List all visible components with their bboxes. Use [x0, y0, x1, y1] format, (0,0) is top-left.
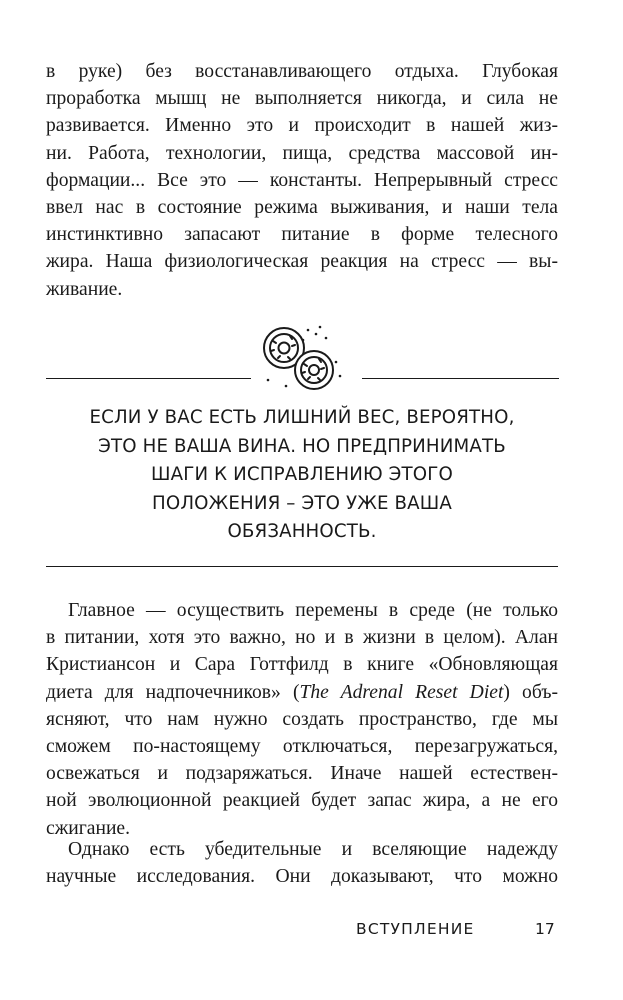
text-line: ни. Работа, технологии, пища, средства массовой ин- [46, 142, 558, 164]
text-line: Кристиансон и Сара Готтфилд в книге «Обновляющая [46, 654, 558, 676]
text-line: в руке) без восстанавливающего отдыха. Глубокая [46, 61, 558, 82]
text-line: ной эволюционной реакцией будет запас жира, а не его [46, 790, 558, 812]
book-title-italic: The Adrenal Reset Diet [299, 681, 504, 703]
text-line: ввел нас в состояние режима выживания, и наши тела [46, 196, 558, 218]
text-line: освежаться и подзаряжаться. Иначе нашей естествен- [46, 763, 558, 785]
paragraph-last [46, 836, 558, 890]
divider-right [362, 378, 559, 379]
text-line: жира. Наша физиологическая реакция на стресс — вы- [46, 251, 558, 273]
text-line: живание. [46, 278, 123, 300]
text-line: в питании, хотя это важно, но и в жизни в целом). Алан [46, 627, 558, 649]
text-line: проработка мышц не выполняется никогда, и сила не [46, 88, 558, 110]
text-line: сжигание. [46, 817, 131, 839]
text-line: сможем по-настоящему отключаться, перезагружаться, [46, 735, 558, 757]
text-line: Однако есть убедительные и вселяющие надежду [68, 839, 558, 860]
text-line: научные исследования. Они доказывают, что можно [46, 866, 558, 888]
paragraph-main [46, 597, 558, 842]
pull-quote-line: ОБЯЗАННОСТЬ. [227, 521, 377, 543]
text-fragment: ) объ- [503, 681, 558, 703]
pull-quote [46, 404, 558, 547]
pull-quote-line: ЕСЛИ У ВАС ЕСТЬ ЛИШНИЙ ВЕС, ВЕРОЯТНО, [89, 407, 515, 428]
page-number: 17 [535, 920, 555, 938]
divider-bottom [46, 566, 558, 567]
text-line: Главное — осуществить перемены в среде (не только [68, 600, 558, 621]
pull-quote-line: ШАГИ К ИСПРАВЛЕНИЮ ЭТОГО [151, 464, 453, 486]
text-line: развивается. Именно это и происходит в нашей жиз- [46, 115, 558, 137]
paragraph-top [46, 58, 558, 303]
text-line: формации... Все это — константы. Непрерывный стресс [46, 169, 558, 191]
text-fragment: диета для надпочечников» ( [46, 681, 300, 703]
pull-quote-line: ЭТО НЕ ВАША ВИНА. НО ПРЕДПРИНИМАТЬ [98, 435, 506, 457]
donuts-icon [256, 318, 360, 394]
pull-quote-line: ПОЛОЖЕНИЯ – ЭТО УЖЕ ВАША [152, 492, 452, 514]
running-footer-title: ВСТУПЛЕНИЕ [356, 920, 475, 938]
divider-left [46, 378, 251, 379]
text-line: ясняют, что нам нужно создать пространство, где мы [46, 708, 558, 730]
text-line: инстинктивно запасают питание в форме телесного [46, 224, 558, 246]
text-line [46, 679, 558, 706]
